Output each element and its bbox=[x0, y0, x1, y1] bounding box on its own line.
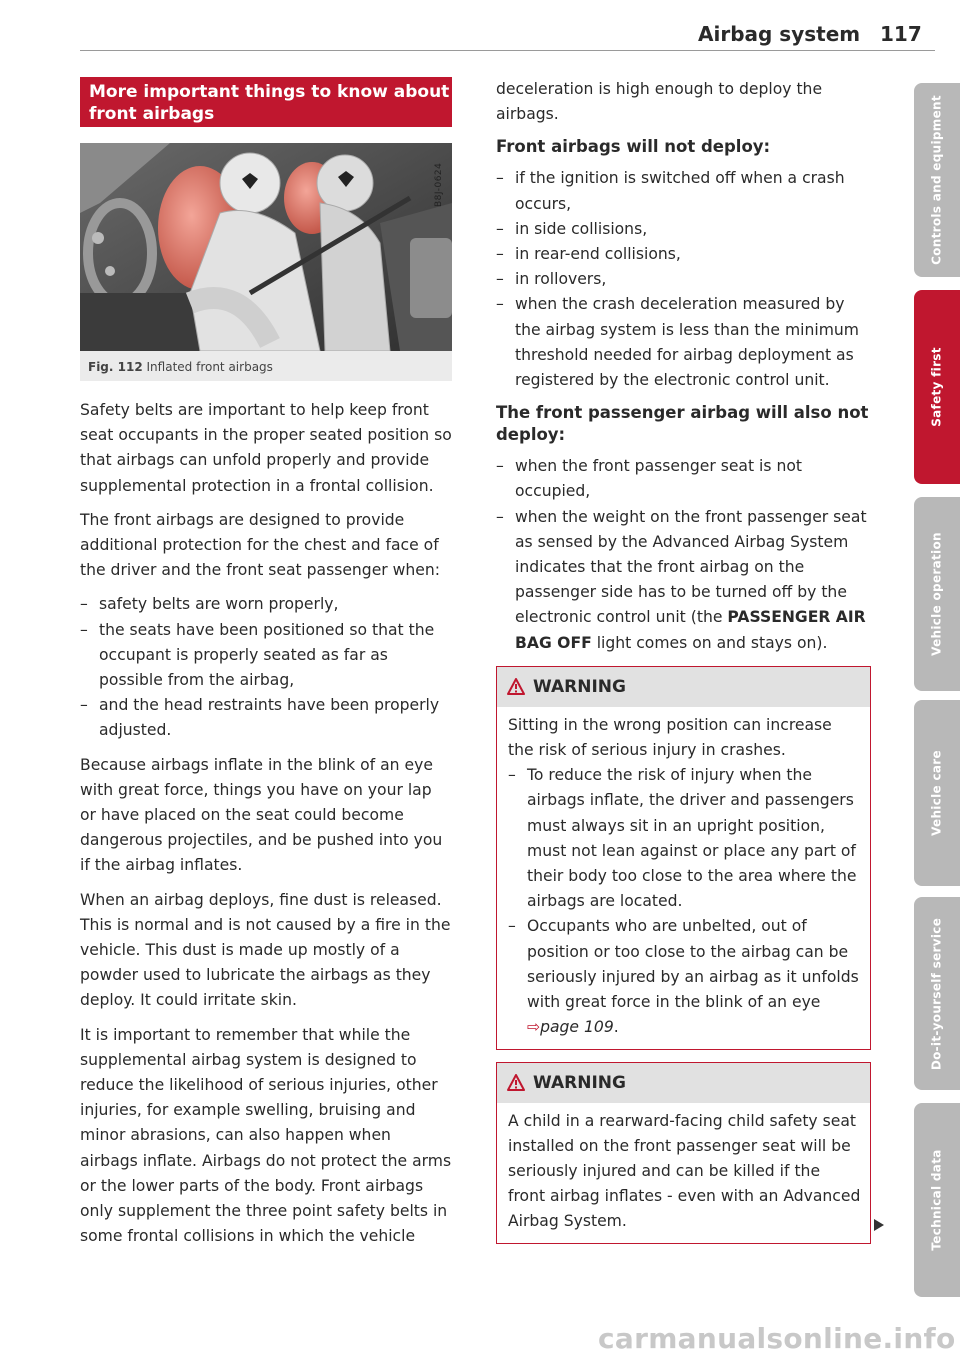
tab-vehicle-care[interactable] bbox=[914, 700, 960, 886]
section-title-box bbox=[80, 77, 452, 127]
subheading-no-deploy: Front airbags will not deploy: bbox=[496, 137, 771, 157]
tab-label: Safety first bbox=[929, 347, 944, 427]
warning-text: A child in a rearward-facing child safety seat installed on the front passenger seat will be seriously injured and can be killed if the front airbag inflates - even with an Advanced Airbag System. bbox=[508, 1111, 861, 1231]
tab-vehicle-operation[interactable] bbox=[914, 497, 960, 691]
list-item: – when the crash deceleration measured by the airbag system is less than the minimum threshold needed for airbag deployment as registered by the electronic control unit. bbox=[496, 292, 871, 393]
tab-do-it-yourself-service[interactable] bbox=[914, 897, 960, 1090]
figure-112 bbox=[80, 143, 452, 351]
warning-header bbox=[497, 667, 870, 707]
page-reference-link[interactable]: page 109 bbox=[540, 1018, 614, 1037]
paragraph: It is important to remember that while the supplemental airbag system is designed to reduce the likelihood of serious injuries, other injuries, for example swelling, bruising and minor abrasions, can also happen when airbags inflate. Airbags do not protect the arms or the lower parts of the body. Front airbags only supplement the three point safety belts in some frontal collisions in which the vehicle bbox=[80, 1025, 452, 1246]
figure-code: B8J-0624 bbox=[434, 162, 444, 207]
running-header-title: Airbag system bbox=[698, 22, 861, 46]
figure-caption-text: Inflated front airbags bbox=[146, 360, 273, 374]
text-segment: when the weight on the front passenger seat as sensed by the Advanced Airbag System indicates that the front airbag on the passenger side has to be turned off by the electronic control unit (the bbox=[515, 507, 867, 627]
warning-triangle-icon bbox=[507, 1074, 525, 1091]
watermark: carmanualsonline.info bbox=[598, 1322, 956, 1355]
figure-caption bbox=[80, 351, 452, 381]
list-item: – and the head restraints have been properly adjusted. bbox=[80, 693, 452, 743]
text-segment: . bbox=[613, 1018, 619, 1037]
conditions-list bbox=[80, 592, 452, 743]
section-title-line1: More important things to know about bbox=[89, 82, 450, 102]
list-item: – the seats have been positioned so that the occupant is properly seated as far as possible from the airbag, bbox=[80, 618, 452, 694]
airbag-illustration bbox=[80, 143, 452, 351]
paragraph: Safety belts are important to help keep front seat occupants in the proper seated position so that airbags can unfold properly and provide supplemental protection in a frontal collision. bbox=[80, 401, 452, 495]
xref-arrow-icon: ⇨ bbox=[527, 1018, 541, 1037]
tab-technical-data[interactable] bbox=[914, 1103, 960, 1297]
continue-arrow-icon bbox=[872, 1218, 886, 1232]
warning-title: WARNING bbox=[533, 676, 626, 697]
warning-title: WARNING bbox=[533, 1072, 626, 1093]
indicator-light-label: PASSENGER AIR BAG OFF bbox=[515, 608, 866, 652]
list-item: – if the ignition is switched off when a crash occurs, bbox=[496, 166, 871, 216]
no-deploy-list bbox=[496, 166, 871, 393]
warning-body bbox=[497, 707, 870, 1049]
list-item bbox=[508, 914, 862, 1040]
subheading-passenger-no-deploy: The front passenger airbag will also not deploy: bbox=[496, 403, 869, 445]
warning-intro: Sitting in the wrong position can increase the risk of serious injury in crashes. bbox=[508, 715, 832, 760]
list-item: – when the front passenger seat is not occupied, bbox=[496, 454, 871, 504]
list-item: – safety belts are worn properly, bbox=[80, 592, 452, 617]
tab-label: Vehicle operation bbox=[929, 532, 944, 656]
tab-safety-first[interactable] bbox=[914, 290, 960, 484]
warning-body bbox=[497, 1103, 870, 1243]
warning-box-2 bbox=[496, 1062, 871, 1244]
tab-label: Vehicle care bbox=[929, 750, 944, 836]
text-segment: light comes on and stays on). bbox=[591, 633, 828, 652]
list-item bbox=[496, 505, 871, 656]
list-item: – in rollovers, bbox=[496, 267, 871, 292]
tab-label: Do-it-yourself service bbox=[929, 917, 944, 1070]
list-item: – in rear-end collisions, bbox=[496, 242, 871, 267]
paragraph: The front airbags are designed to provide additional protection for the chest and face of the driver and the front seat passenger when: bbox=[80, 510, 441, 580]
list-item: – To reduce the risk of injury when the airbags inflate, the driver and passengers must always sit in an upright position, must not lean against or place any part of their body too close to the area where the airbags are located. bbox=[508, 763, 862, 914]
figure-label: Fig. 112 bbox=[88, 360, 143, 374]
paragraph: When an airbag deploys, fine dust is released. This is normal and is not caused by a fire in the vehicle. This dust is made up mostly of a powder used to lubricate the airbags as they deploy. It could irritate skin. bbox=[80, 890, 451, 1010]
warning-list bbox=[508, 763, 862, 1040]
right-column bbox=[496, 77, 871, 1244]
page-number: 117 bbox=[880, 22, 922, 46]
warning-box-1 bbox=[496, 666, 871, 1050]
warning-triangle-icon bbox=[507, 678, 525, 695]
text-segment: Occupants who are unbelted, out of position or too close to the airbag can be seriously injured by an airbag as it unfolds with great force in the blink of an eye bbox=[527, 917, 859, 1012]
tab-label: Controls and equipment bbox=[929, 95, 944, 265]
tab-label: Technical data bbox=[929, 1149, 944, 1251]
paragraph: deceleration is high enough to deploy the airbags. bbox=[496, 80, 823, 124]
section-title-line2: front airbags bbox=[89, 104, 215, 124]
passenger-no-deploy-list bbox=[496, 454, 871, 656]
list-item: – in side collisions, bbox=[496, 217, 871, 242]
tab-controls-and-equipment[interactable] bbox=[914, 83, 960, 277]
warning-header bbox=[497, 1063, 870, 1103]
header-rule bbox=[80, 50, 935, 51]
paragraph: Because airbags inflate in the blink of an eye with great force, things you have on your lap or have placed on the seat could become dangerous projectiles, and be pushed into you if the airbag inflates. bbox=[80, 755, 443, 875]
left-column bbox=[80, 398, 452, 1259]
